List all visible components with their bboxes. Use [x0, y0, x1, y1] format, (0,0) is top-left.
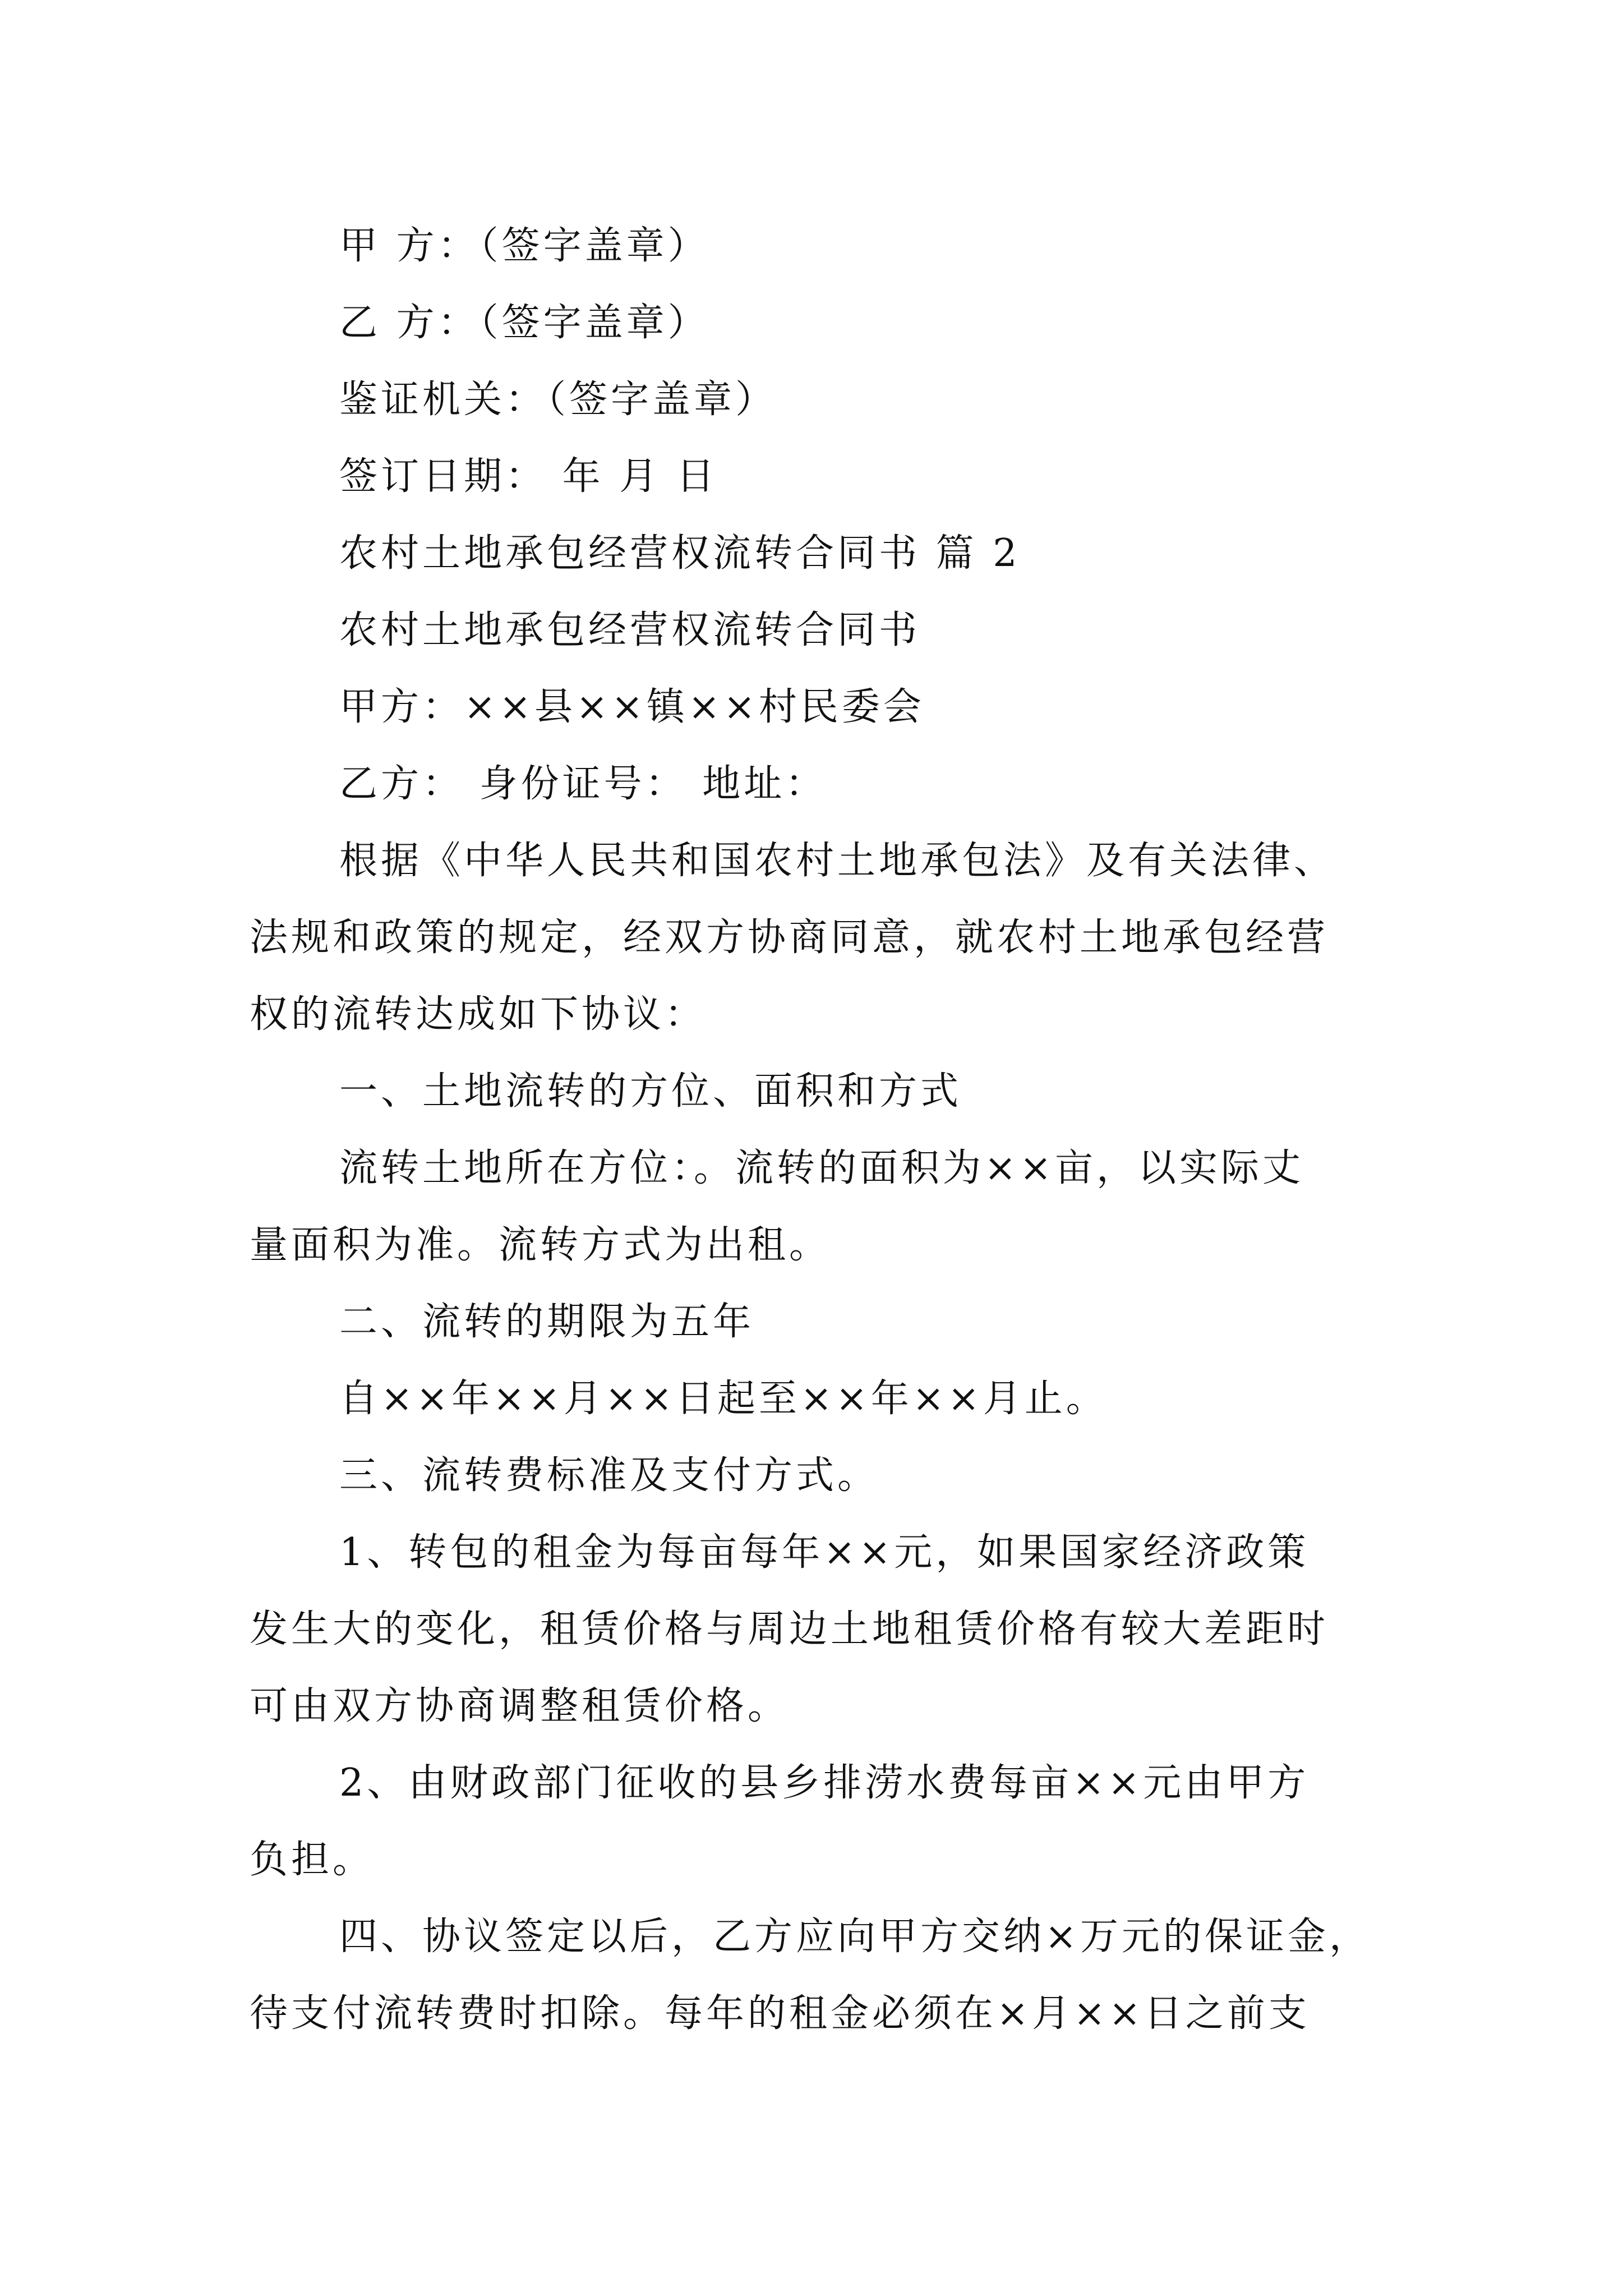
paragraph-location — [250, 1130, 1424, 1283]
clause-2-title: 二、流转的期限为五年 — [339, 1300, 755, 1344]
paragraph-line: 法规和政策的规定，经双方协商同意，就农村土地承包经营 — [250, 915, 1329, 960]
paragraph-rent — [250, 1514, 1424, 1745]
paragraph-line: 发生大的变化，租赁价格与周边土地租赁价格有较大差距时 — [250, 1607, 1329, 1651]
paragraph-line: 权的流转达成如下协议： — [250, 992, 707, 1037]
signature-party-a: 甲 方：（签字盖章） — [339, 224, 709, 268]
paragraph-drainage-fee — [250, 1745, 1424, 1898]
paragraph-line: 可由双方协商调整租赁价格。 — [250, 1684, 790, 1728]
paragraph-line: 负担。 — [250, 1838, 375, 1882]
contract-title: 农村土地承包经营权流转合同书 — [339, 608, 921, 652]
paragraph-line: 流转土地所在方位：。流转的面积为××亩，以实际丈 — [339, 1146, 1304, 1190]
signature-notary: 鉴证机关：（签字盖章） — [339, 378, 777, 422]
clause-3-title: 三、流转费标准及支付方式。 — [339, 1453, 879, 1498]
party-b-line: 乙方： 身份证号： 地址： — [339, 762, 827, 806]
signature-party-b: 乙 方：（签字盖章） — [339, 301, 709, 345]
section-heading-part2: 农村土地承包经营权流转合同书 篇 2 — [339, 531, 1021, 576]
paragraph-line: 待支付流转费时扣除。每年的租金必须在×月××日之前支 — [250, 1991, 1310, 2036]
party-a-line: 甲方：××县××镇××村民委会 — [339, 685, 925, 729]
clause-1-title: 一、土地流转的方位、面积和方式 — [339, 1069, 962, 1114]
clause-2-text: 自××年××月××日起至××年××月止。 — [339, 1377, 1108, 1421]
paragraph-line: 量面积为准。流转方式为出租。 — [250, 1223, 831, 1267]
document-body — [250, 208, 1424, 2052]
paragraph-deposit — [250, 1898, 1424, 2052]
signature-date: 签订日期： 年 月 日 — [339, 454, 718, 499]
paragraph-line: 2、由财政部门征收的县乡排涝水费每亩××元由甲方 — [339, 1761, 1310, 1805]
paragraph-line: 根据《中华人民共和国农村土地承包法》及有关法律、 — [339, 839, 1336, 883]
paragraph-legal-basis — [250, 822, 1424, 1053]
paragraph-line: 四、协议签定以后，乙方应向甲方交纳×万元的保证金， — [339, 1915, 1371, 1959]
paragraph-line: 1、转包的租金为每亩每年××元，如果国家经济政策 — [339, 1530, 1310, 1575]
